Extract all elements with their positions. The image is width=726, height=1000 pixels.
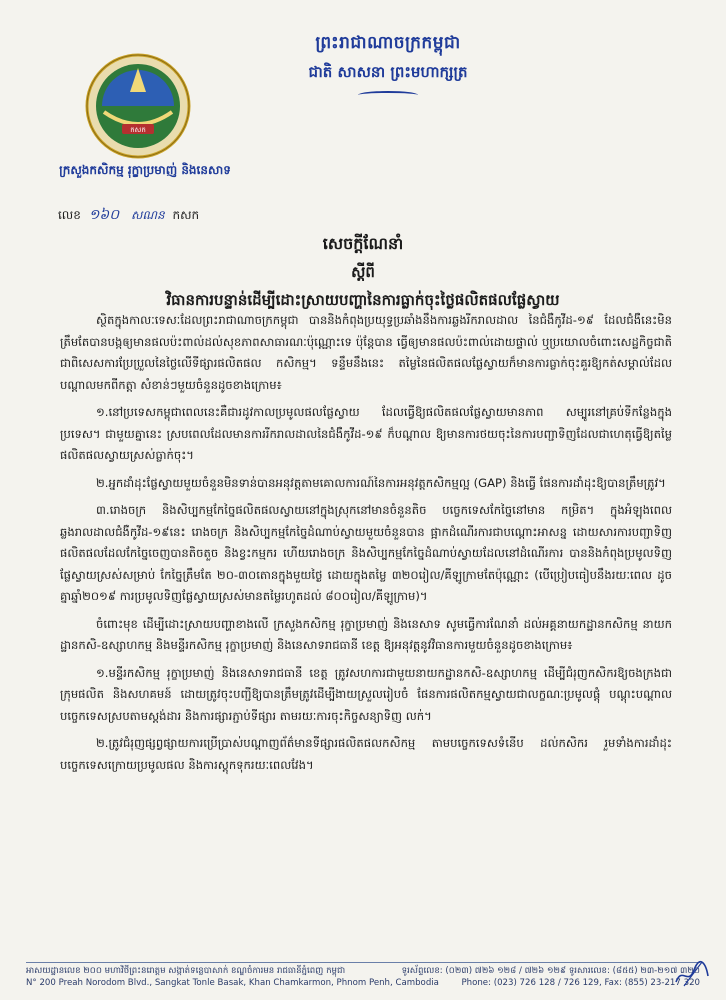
paragraph: ២.ត្រូវជំរុញផ្សព្វផ្សាយការប្រើប្រាស់បណ្តាញព័ត៌មានទីផ្សារផលិតផលកសិកម្ម តាមបច្ចេកទេសទំនើប ដល់កសិករ រួមទាំងការដាំដុះ បច្ចេកទេសក្រោយប្រមូលផល និងការស្តុកទុករយៈពេលវែង។ [60,736,672,772]
doc-type-title: សេចក្តីណែនាំ [322,234,404,253]
footer-phone-en: Phone: (023) 726 128 / 726 129, Fax: (855) 23-217 320 [461,978,700,988]
ministry-name: ក្រសួងកសិកម្ម រុក្ខាប្រមាញ់ និងនេសាទ [59,163,231,177]
ref-number: ១៦០ [88,207,120,223]
document-body [60,310,672,782]
doc-topic-title: វិធានការបន្ទាន់ដើម្បីដោះស្រាយបញ្ហានៃការធ្លាក់ចុះថ្លៃផលិតផលផ្លែស្វាយ [166,291,560,309]
paragraph: ១.នៅប្រទេសកម្ពុជាពេលនេះគឺជារដូវកាលប្រមូលផលផ្លែស្វាយ ដែលធ្វើឱ្យផលិតផលផ្លែស្វាយមានភាព សម្បូរនៅគ្រប់ទីកន្លែងក្នុងប្រទេស។ ជាមួយគ្នានេះ ស្របពេលដែលមានការរីករាលដាលនៃជំងឺកូវីដ-១៩ ក៏បណ្តាល ឱ្យមានការថយចុះនៃការបញ្ជាទិញដែលជាហេតុធ្វើឱ្យតម្លៃផលិតផលស្វាយស្រស់ធ្លាក់ចុះ។ [60,405,672,462]
document-titles [60,233,666,313]
doc-about-label: ស្តីពី [351,263,375,281]
footer-address-en: N° 200 Preah Norodom Blvd., Sangkat Tonle Basak, Khan Chamkarmon, Phnom Penh, Cambodia [26,978,439,988]
paragraph: ចំពោះមុខ ដើម្បីដោះស្រាយបញ្ហាខាងលើ ក្រសួងកសិកម្ម រុក្ខាប្រមាញ់ និងនេសាទ សូមធ្វើការណែនាំ ដល់អគ្គនាយកដ្ឋានកសិកម្ម នាយកដ្ឋានកសិ-ឧស្សាហកម្ម និងមន្ទីរកសិកម្ម រុក្ខាប្រមាញ់ និងនេសាទរាជធានី ខេត្ត ឱ្យអនុវត្តនូវវិធានការមួយចំនួនដូចខាងក្រោម៖ [60,616,672,652]
document-footer [26,962,700,988]
ref-prefix: លេខ [58,208,81,222]
reference-line [58,205,199,226]
ref-code: សណន [130,208,165,222]
paragraph: ស្ថិតក្នុងកាលៈទេសៈដែលព្រះរាជាណាចក្រកម្ពុជា បាននិងកំពុងប្រយុទ្ធប្រឆាំងនឹងការឆ្លងរីករាលដាល នៃជំងឺកូវីដ-១៩ ដែលជំងឺនេះមិនត្រឹមតែបានបង្កឲ្យមានផលប៉ះពាល់ដល់សុខភាពសាធារណៈប៉ុណ្ណោះទេ ប៉ុន្តែបាន ធ្វើឲ្យមានផលប៉ះពាល់ដោយផ្ទាល់ ឬប្រយោលចំពោះសេដ្ឋកិច្ចជាតិ ជាពិសេសការប្រែប្រួលនៃថ្លៃលើទីផ្សារផលិតផល កសិកម្ម។ ទន្ទឹមនឹងនេះ តម្លៃនៃផលិតផលផ្លែស្វាយក៏មានការធ្លាក់ចុះគួរឱ្យកត់សម្គាល់ដែលបណ្តាលមកពីកត្តា សំខាន់ៗមួយចំនួនដូចខាងក្រោម៖ [60,313,672,392]
national-motto: ជាតិ សាសនា ព្រះមហាក្សត្រ [308,63,468,81]
ref-suffix: កសក [172,208,200,222]
kingdom-title: ព្រះរាជាណាចក្រកម្ពុជា [315,33,461,53]
initial-signature-icon [672,956,712,990]
paragraph: ៣.រោងចក្រ និងសិប្បកម្មកែច្នៃផលិតផលស្វាយនៅក្នុងស្រុកនៅមានចំនួនតិច បច្ចេកទេសកែច្នៃនៅមាន កម្រិត។ ក្នុងអំឡុងពេលឆ្លងរាលដាលជំងឺកូវីដ-១៩នេះ រោងចក្រ និងសិប្បកម្មកែច្នៃដំណាប់ស្វាយមួយចំនួនបាន ផ្អាកដំណើរការជាបណ្តោះអាសន្ន ដោយសារការបញ្ជាទិញផលិតផលដែលកែច្នៃចេញបានតិចតួច និងខ្វះកម្មករ ហើយរោងចក្រ និងសិប្បកម្មកែច្នៃដំណាប់ស្វាយដែលនៅដំណើរការ បាននិងកំពុងប្រមូលទិញផ្លែស្វាយស្រស់សម្រាប់ កែច្នៃត្រឹមតែ ២០-៣០តោនក្នុងមួយថ្ងៃ ដោយក្នុងតម្លៃ ៣២០រៀល/គីឡូក្រាមតែប៉ុណ្ណោះ (បើប្រៀបធៀបនឹងរយៈពេល ដូចគ្នាឆ្នាំ២០១៩ ការប្រមូលទិញផ្លែស្វាយស្រស់មានតម្លៃរហូតដល់ ៨០០រៀល/គីឡូក្រាម)។ [60,503,672,603]
kingdom-header [268,32,508,99]
ornament-divider [358,91,418,99]
paragraph: ២.អ្នកដាំដុះផ្លែស្វាយមួយចំនួនមិនទាន់បានអនុវត្តតាមគោលការណ៍នៃការអនុវត្តកសិកម្មល្អ (GAP) និងធ្វើ ផែនការដាំដុះឱ្យបានត្រឹមត្រូវ។ [96,475,666,490]
footer-address-kh: អាសយដ្ឋានលេខ ២០០ មហាវិថីព្រះនរោត្តម សង្កាត់ទន្លេបាសាក់ ខណ្ឌចំការមន រាជធានីភ្នំពេញ កម្ពុជា [26,966,346,976]
ministry-seal-icon [84,52,192,160]
seal-label: កសក [130,126,146,134]
paragraph: ១.មន្ទីរកសិកម្ម រុក្ខាប្រមាញ់ និងនេសាទរាជធានី ខេត្ត ត្រូវសហការជាមួយនាយកដ្ឋានកសិ-ឧស្សាហកម្ម ដើម្បីជំរុញកសិករឱ្យចងក្រងជាក្រុមផលិត និងសហគមន៍ ដោយត្រូវចុះបញ្ជីឱ្យបានត្រឹមត្រូវដើម្បីងាយស្រួលរៀបចំ ផែនការផលិតកម្មស្វាយជាលក្ខណៈប្រមូលផ្តុំ បណ្តុះបណ្តាលបច្ចេកទេសស្របតាមស្តង់ដារ និងការផ្សារភ្ជាប់ទីផ្សារ តាមរយៈការចុះកិច្ចសន្យាទិញ លក់។ [60,665,672,723]
footer-phone-kh: ទូរស័ព្ទលេខ: (០២៣) ៧២៦ ១២៨ / ៧២៦ ១២៩ ទូរសារលេខ: (៨៥៥) ២៣-២១៧ ៣២០ [401,966,700,976]
